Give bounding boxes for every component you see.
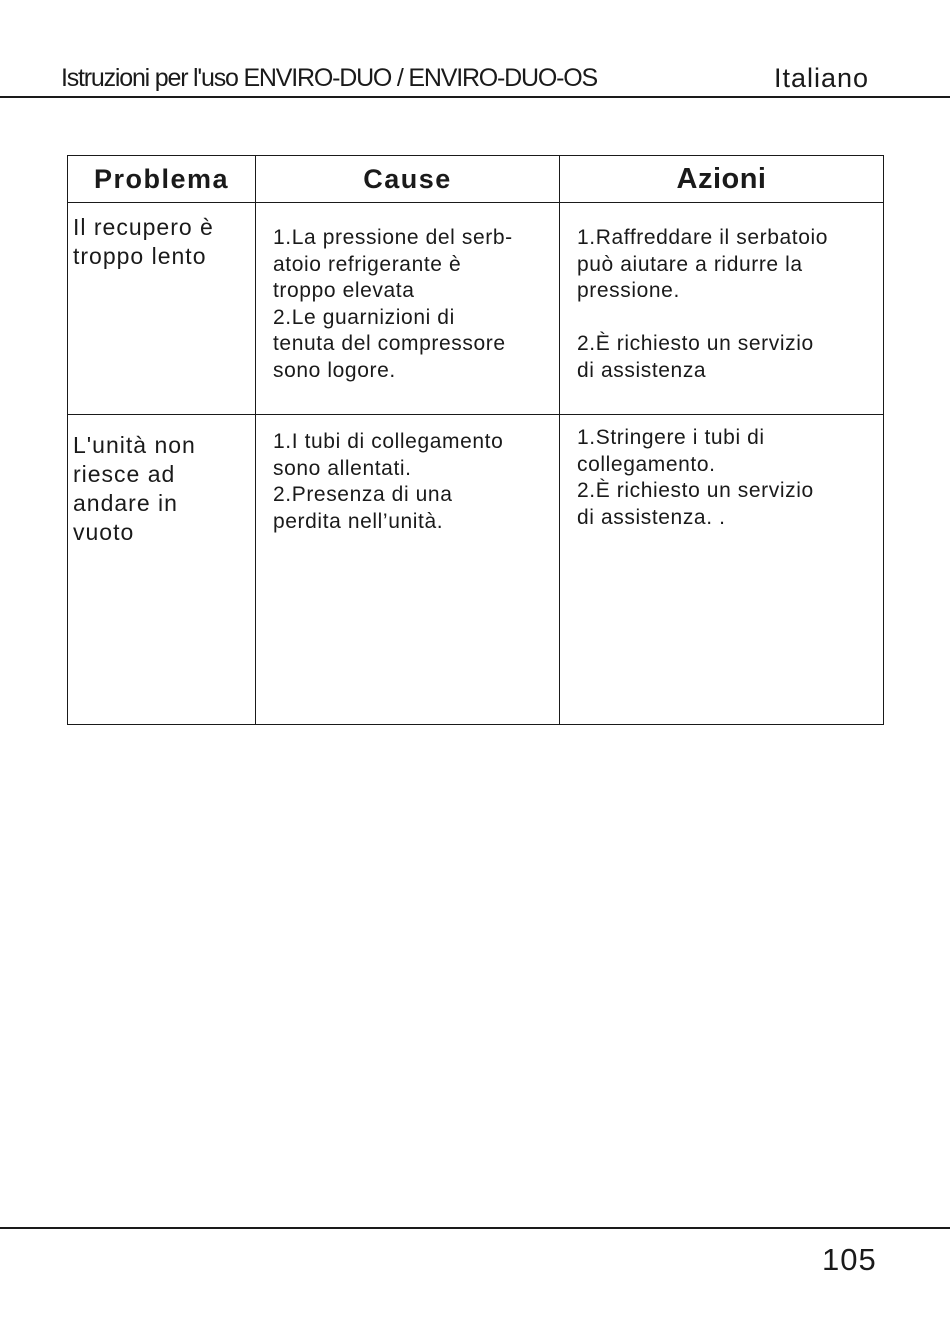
actions-cell [560,415,884,725]
cause-cell [256,415,560,725]
column-header-cause: Cause [256,156,560,203]
table-header-row [68,156,884,203]
actions-text: 1.Raffreddare il serbatoio può aiutare a ridurre la pressione. 2.È richiesto un servizio di assistenza [577,226,829,382]
page-number: 105 [822,1242,877,1277]
problem-cell [68,415,256,725]
footer-divider [0,1227,950,1229]
troubleshooting-table [67,155,884,725]
cause-text: 1.La pressione del serb- atoio refrigerante è troppo elevata 2.Le guarnizioni di tenuta del compressore sono logore. [273,226,513,382]
cause-cell [256,203,560,415]
cause-text: 1.I tubi di collegamento sono allentati. 2.Presenza di una perdita nell’unità. [273,430,504,533]
language-label: Italiano [774,63,870,93]
problem-cell [68,203,256,415]
problem-text: L'unità non riesce ad andare in vuoto [73,432,196,545]
table-row [68,415,884,725]
actions-text: 1.Stringere i tubi di collegamento. 2.È richiesto un servizio di assistenza. . [577,426,814,529]
column-header-actions: Azioni [560,156,884,203]
actions-cell [560,203,884,415]
header-divider [0,96,950,98]
column-header-problem: Problema [68,156,256,203]
problem-text: Il recupero è troppo lento [73,214,214,269]
table-row [68,203,884,415]
document-title: Istruzioni per l'uso ENVIRO-DUO / ENVIRO-DUO-OS [61,64,597,92]
